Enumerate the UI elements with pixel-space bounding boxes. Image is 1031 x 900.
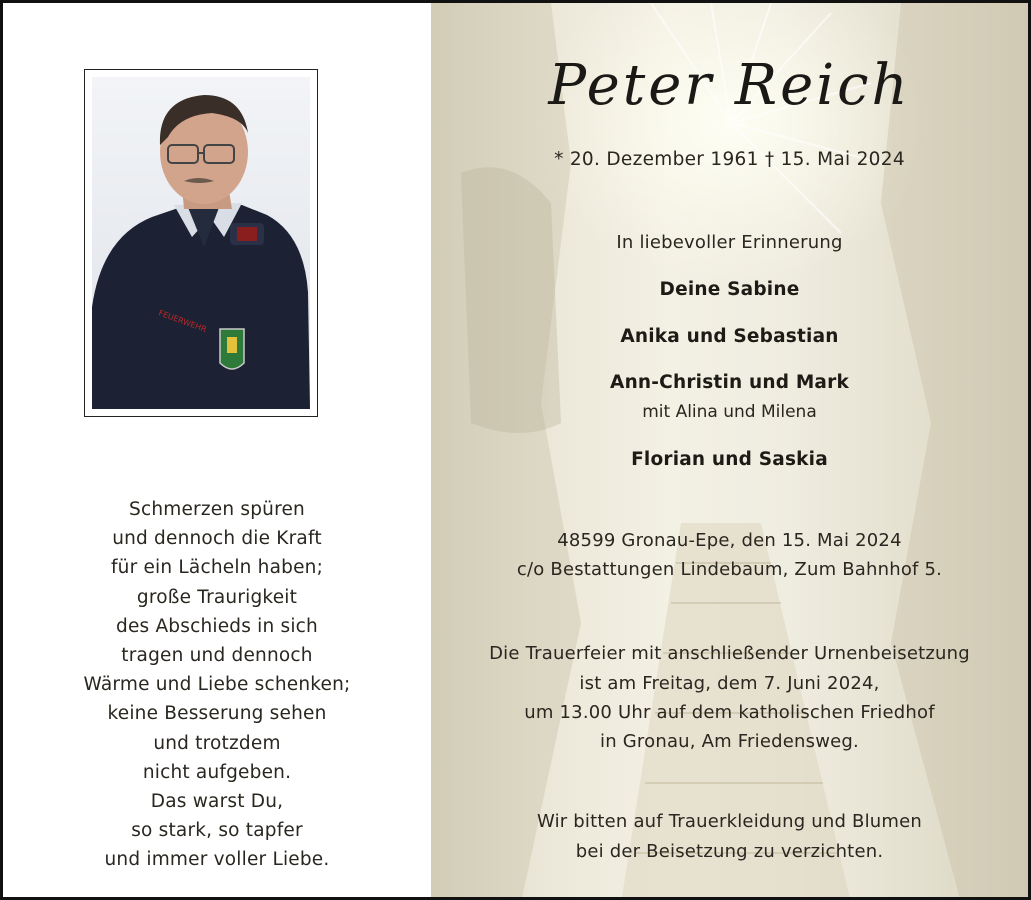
portrait-frame	[84, 69, 318, 417]
portrait-illustration	[92, 77, 310, 409]
ceremony-line: in Gronau, Am Friedensweg.	[600, 731, 859, 752]
poem-line: keine Besserung sehen	[107, 703, 327, 725]
family-member: Deine Sabine	[659, 279, 800, 300]
poem-line: Wärme und Liebe schenken;	[83, 674, 351, 696]
poem-line: und dennoch die Kraft	[112, 528, 322, 550]
poem-line: Das warst Du,	[150, 791, 284, 813]
family-member: Anika und Sebastian	[620, 326, 839, 347]
left-column	[3, 3, 431, 897]
poem-line: so stark, so tapfer	[131, 820, 303, 842]
poem-line: nicht aufgeben.	[142, 761, 292, 783]
right-column	[431, 3, 1028, 897]
poem	[3, 495, 431, 875]
request-line: bei der Beisetzung zu verzichten.	[575, 841, 884, 862]
poem-line: große Traurigkeit	[136, 586, 298, 608]
ceremony-line: ist am Freitag, dem 7. Juni 2024,	[579, 673, 880, 694]
request-line: Wir bitten auf Trauerkleidung und Blumen	[536, 811, 923, 832]
poem-line: für ein Lächeln haben;	[110, 557, 324, 579]
poem-line: und immer voller Liebe.	[104, 849, 330, 871]
address-line: 48599 Gronau-Epe, den 15. Mai 2024	[557, 530, 902, 551]
family-member-sub: mit Alina und Milena	[642, 402, 817, 422]
family-member: Ann-Christin und Mark	[610, 372, 849, 393]
ceremony-line: Die Trauerfeier mit anschließender Urnenbeisetzung	[489, 643, 970, 664]
family-member: Florian und Saskia	[631, 449, 828, 470]
poem-line: des Abschieds in sich	[116, 615, 318, 637]
poem-line: tragen und dennoch	[121, 645, 313, 667]
poem-line: Schmerzen spüren	[129, 499, 305, 520]
ceremony-line: um 13.00 Uhr auf dem katholischen Friedhof	[524, 702, 935, 723]
memory-line: In liebevoller Erinnerung	[616, 232, 843, 253]
poem-line: und trotzdem	[153, 732, 281, 754]
address-line: c/o Bestattungen Lindebaum, Zum Bahnhof 5.	[516, 559, 943, 580]
uniform-badge-text: FEUERWEHR	[157, 308, 208, 335]
life-dates: * 20. Dezember 1961 † 15. Mai 2024	[554, 149, 905, 170]
portrait-photo	[92, 77, 310, 409]
deceased-name: Peter Reich	[548, 53, 911, 118]
